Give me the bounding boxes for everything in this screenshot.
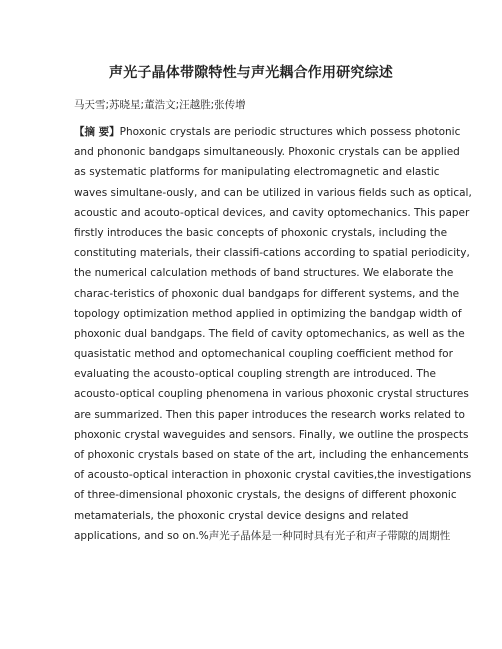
abstract-line: of acousto-optical interaction in phoxonic crystal cavities,the investigations [74,469,472,482]
abstract-line: and phononic bandgaps simultaneously. Phoxonic crystals can be applied [74,146,460,159]
abstract-line: firstly introduces the basic concepts of phoxonic crystals, including the [74,226,448,239]
abstract-text: Phoxonic crystals are periodic structures which possess photonic [119,126,461,138]
abstract-line: waves simultane-ously, and can be utilized in various fields such as optical, [74,186,472,199]
abstract-label: 【摘 要】 [74,126,120,138]
abstract-line: phoxonic dual bandgaps. The field of cavity optomechanics, as well as the [74,327,465,340]
abstract-line: the numerical calculation methods of band structures. We elaborate the [74,267,454,280]
abstract-line: acoustic and acouto-optical devices, and cavity optomechanics. This paper [74,206,470,219]
abstract-line: constituting materials, their classifi-cations according to spatial periodicity, [74,247,470,260]
abstract-line: acousto-optical coupling phenomena in various phoxonic crystal structures [74,388,469,401]
abstract-line: charac-teristics of phoxonic dual bandgaps for different systems, and the [74,287,460,300]
abstract-line: metamaterials, the phoxonic crystal device designs and related [74,509,409,522]
abstract-line: applications, and so on.%声光子晶体是一种同时具有光子和声子带隙的周期性 [74,529,451,542]
abstract-line [74,122,461,142]
abstract-block [74,122,472,546]
abstract-line: of phoxonic crystals based on state of the art, including the enhancements [74,449,469,461]
paper-title: 声光子晶体带隙特性与声光耦合作用研究综述 [109,65,393,81]
paper-authors: 马天雪;苏晓星;董浩文;汪越胜;张传增 [74,99,246,111]
abstract-line: topology optimization method applied in optimizing the bandgap width of [74,307,462,320]
abstract-line: of three-dimensional phoxonic crystals, the designs of different phoxonic [74,489,457,502]
abstract-line: phoxonic crystal waveguides and sensors. Finally, we outline the prospects [74,428,469,441]
abstract-line: are summarized. Then this paper introduces the research works related to [74,408,465,421]
abstract-line: evaluating the acousto-optical coupling strength are introduced. The [74,368,436,381]
abstract-line: as systematic platforms for manipulating electromagnetic and elastic [74,166,440,179]
abstract-line: quasistatic method and optomechanical coupling coefficient method for [74,348,453,361]
